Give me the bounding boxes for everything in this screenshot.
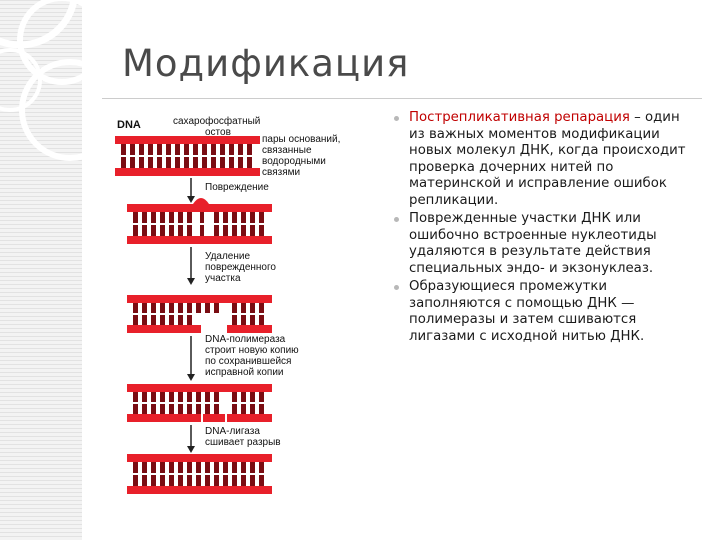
ligase-label-line1: DNA-лигаза: [205, 426, 260, 437]
dna-strand-damaged: [127, 198, 272, 244]
polymerase-label-line1: DNA-полимераза: [205, 334, 286, 345]
bullet-dot-icon: [394, 116, 399, 121]
decorative-circles-graphic: [0, 0, 82, 540]
backbone-label-line2: остов: [205, 127, 231, 138]
ligase-label-line2: сшивает разрыв: [205, 437, 281, 448]
bullet-item: [398, 110, 698, 209]
decorative-side-panel: [0, 0, 82, 540]
slide-title: Модификация: [122, 42, 410, 85]
pairs-label-line2: связанные: [262, 145, 312, 156]
polymerase-label-line4: исправной копии: [205, 367, 284, 378]
arrow-down-icon: [187, 247, 195, 285]
dna-strand-resynthesized: [127, 384, 272, 422]
polymerase-label-line2: строит новую копию: [205, 345, 299, 356]
polymerase-label-line3: по сохранившейся: [205, 356, 292, 367]
removal-label-line3: участка: [205, 273, 241, 284]
title-divider: [102, 98, 702, 99]
dna-strand-excised: [127, 295, 272, 333]
dna-strand-repaired: [127, 454, 272, 494]
bullet-dot-icon: [394, 217, 399, 222]
arrow-down-icon: [187, 178, 195, 203]
dna-label: DNA: [117, 119, 141, 131]
bullet-item: [398, 211, 698, 277]
damage-label: Повреждение: [205, 182, 269, 193]
backbone-label-line1: сахарофосфатный: [173, 116, 261, 127]
pairs-label-line1: пары оснований,: [262, 134, 341, 145]
bullet-list: [398, 110, 698, 347]
arrow-down-icon: [187, 425, 195, 453]
dna-strand-intact: [115, 136, 260, 176]
highlight-term: Пострепликативная репарация: [409, 110, 630, 125]
pairs-label-line3: водородными: [262, 156, 326, 167]
removal-label-line1: Удаление: [205, 251, 251, 262]
arrow-down-icon: [187, 336, 195, 381]
bullet-item: [398, 279, 698, 345]
removal-label-line2: поврежденного: [205, 262, 276, 273]
pairs-label-line4: связями: [262, 167, 301, 178]
bullet-text: Образующиеся промежутки заполняются с помощью ДНК —полимеразы и затем сшиваются лигазами с исходной нитью ДНК.: [409, 279, 645, 344]
bullet-text: – один из важных моментов модификации новых молекул ДНК, когда происходит проверка дочерних нитей по материнской и исправление ошибок репликации.: [409, 110, 686, 208]
bullet-text: Поврежденные участки ДНК или ошибочно встроенные нуклеотиды удаляются в результате действия специальных эндо- и экзонуклеаз.: [409, 211, 657, 276]
bullet-dot-icon: [394, 285, 399, 290]
dna-repair-diagram: [115, 112, 385, 507]
